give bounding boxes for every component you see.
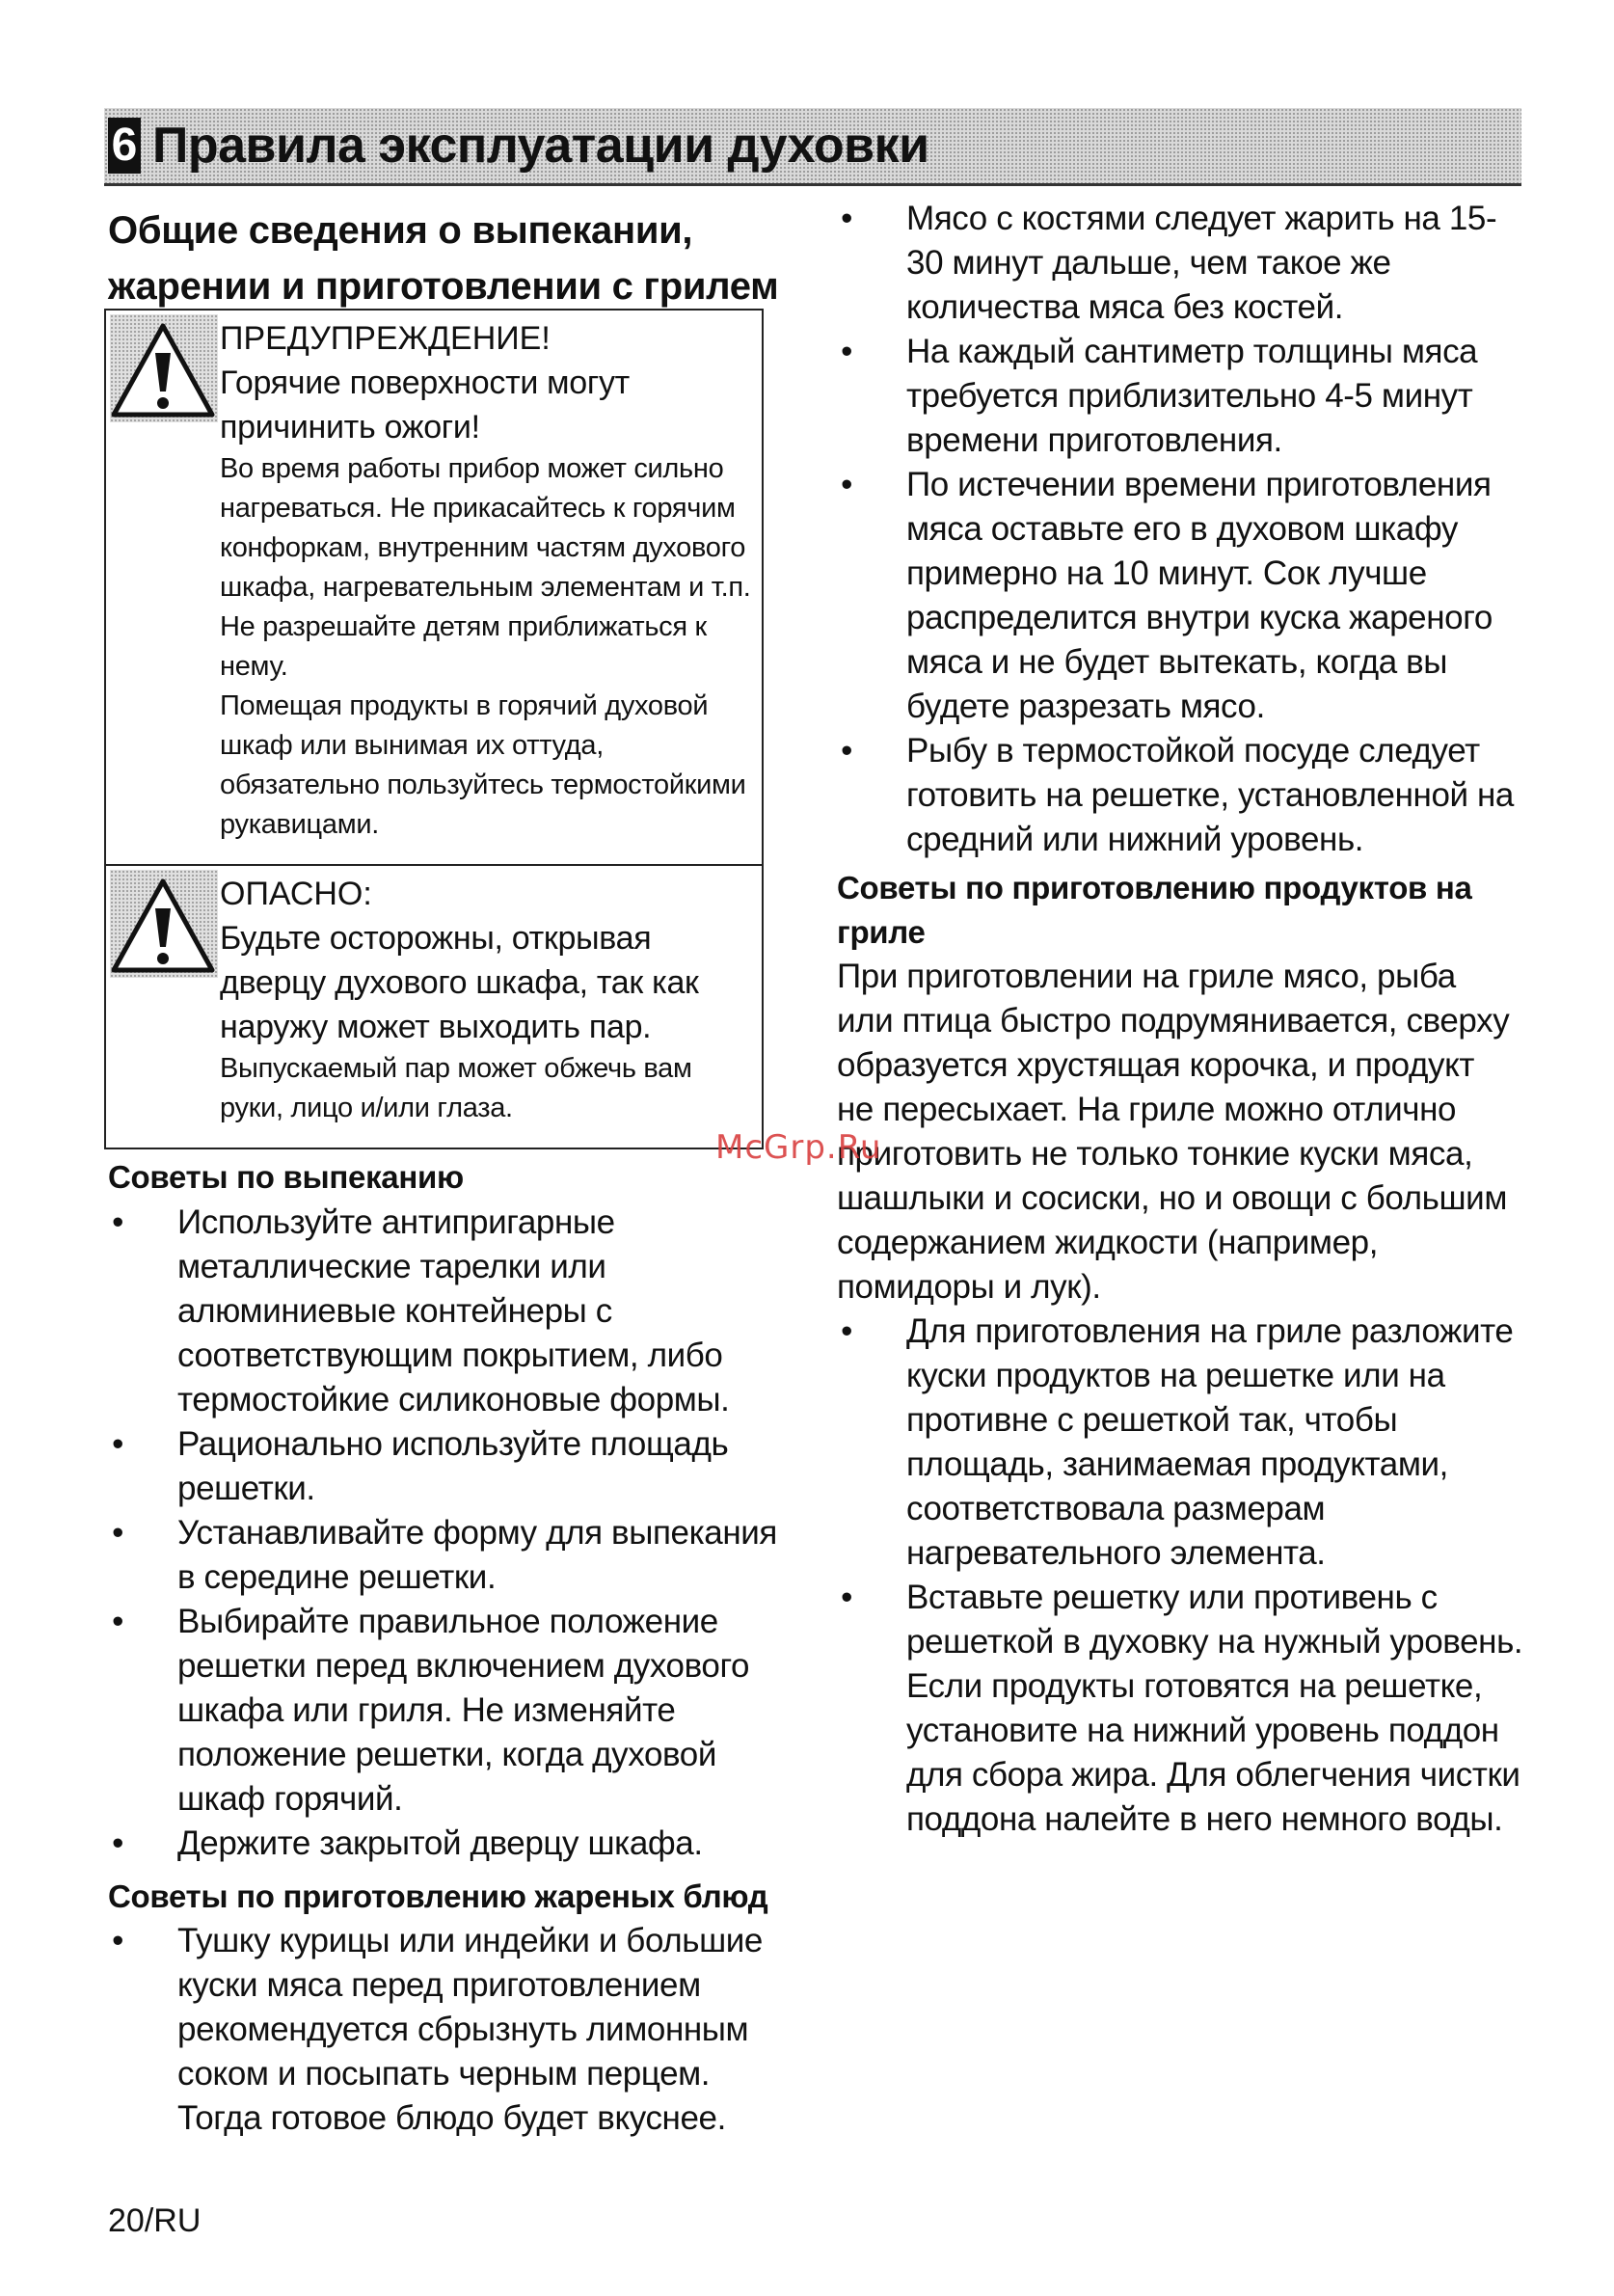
list-item: • Выбирайте правильное положение решетки перед включением духового шкафа или гриля. Не изменяйте положение решетки, когда духовой шкаф горячий.: [112, 1603, 750, 1818]
list-item: • Рыбу в термостойкой посуде следует готовить на решетке, установленной на средний или нижний уровень.: [841, 732, 1514, 858]
warning-lead: Горячие поверхности могут причинить ожоги!: [220, 365, 630, 446]
page-number: 20/RU: [108, 2202, 202, 2239]
danger-lead: Будьте осторожны, открывая дверцу духового шкафа, так как наружу может выходить пар.: [220, 920, 699, 1045]
list-item: • Вставьте решетку или противень с решеткой в духовку на нужный уровень. Если продукты готовятся на решетке, установите на нижний уровень поддон для сбора жира. Для облегчения чистки поддона налейте в него немного воды.: [841, 1579, 1523, 1838]
section-heading: Общие сведения о выпекании, жарении и приготовлении с грилем: [108, 209, 779, 308]
grill-intro: При приготовлении на гриле мясо, рыба или птица быстро подрумянивается, сверху образуется хрустящая корочка, и продукт не пересыхает. На гриле можно отлично приготовить не только тонкие куски мяса, шашлыки и сосиски, но и овощи с большим содержанием жидкости (например, помидоры и лук).: [837, 958, 1510, 1306]
warning-body: Во время работы прибор может сильно нагреваться. Не прикасайтесь к горячим конфоркам, внутренним частям духового шкафа, нагревательным элементам и т.п. Не разрешайте детям приближаться к нему.: [220, 453, 751, 682]
list-item: • Держите закрытой дверцу шкафа.: [112, 1824, 703, 1862]
chapter-header: [104, 108, 1521, 186]
list-item: • На каждый сантиметр толщины мяса требуется приблизительно 4-5 минут времени приготовления.: [841, 333, 1478, 459]
baking-heading: Советы по выпеканию: [108, 1159, 464, 1195]
list-item: • Тушку курицы или индейки и большие куски мяса перед приготовлением рекомендуется сбрызнуть лимонным соком и посыпать черным перцем. Тогда готовое блюдо будет вкуснее.: [112, 1922, 764, 2137]
warning-title: ПРЕДУПРЕЖДЕНИЕ!: [220, 320, 551, 357]
roasting-heading: Советы по приготовлению жареных блюд: [108, 1878, 768, 1914]
danger-title: ОПАСНО:: [220, 876, 372, 912]
list-item: • Используйте антипригарные металлические тарелки или алюминиевые контейнеры с соответствующим покрытием, либо термостойкие силиконовые формы.: [112, 1203, 730, 1418]
list-item: • Устанавливайте форму для выпекания в середине решетки.: [112, 1514, 777, 1596]
chapter-title: Правила эксплуатации духовки: [152, 118, 929, 174]
list-item: • По истечении времени приготовления мяса оставьте его в духовом шкафу примерно на 10 минут. Сок лучше распределится внутри куска жареного мяса и не будет вытекать, когда вы будете разрезать мясо.: [841, 466, 1493, 725]
watermark: McGrp.Ru: [715, 1128, 882, 1167]
warning-triangle-icon: [110, 314, 218, 422]
roasting-list-right: [837, 197, 1531, 862]
grill-list: [837, 1310, 1531, 1842]
chapter-number: 6: [108, 118, 141, 174]
warning-triangle-icon: [110, 870, 218, 978]
danger-body: Выпускаемый пар может обжечь вам руки, лицо и/или глаза.: [220, 1053, 692, 1123]
list-item: • Мясо с костями следует жарить на 15-30 минут дальше, чем такое же количества мяса без костей.: [841, 200, 1497, 326]
danger-box: [104, 864, 764, 1149]
list-item: • Рационально используйте площадь решетки.: [112, 1425, 729, 1507]
warning-body: Помещая продукты в горячий духовой шкаф или вынимая их оттуда, обязательно пользуйтесь термостойкими рукавицами.: [220, 690, 746, 840]
warning-box: [104, 309, 764, 866]
roasting-list-left: [108, 1919, 802, 2141]
grill-heading: Советы по приготовлению продуктов на гриле: [837, 870, 1472, 950]
list-item: • Для приготовления на гриле разложите куски продуктов на решетке или на противне с решеткой так, чтобы площадь, занимаемая продуктами, соответствовала размерам нагревательного элемента.: [841, 1312, 1514, 1572]
baking-list: [108, 1201, 802, 1866]
